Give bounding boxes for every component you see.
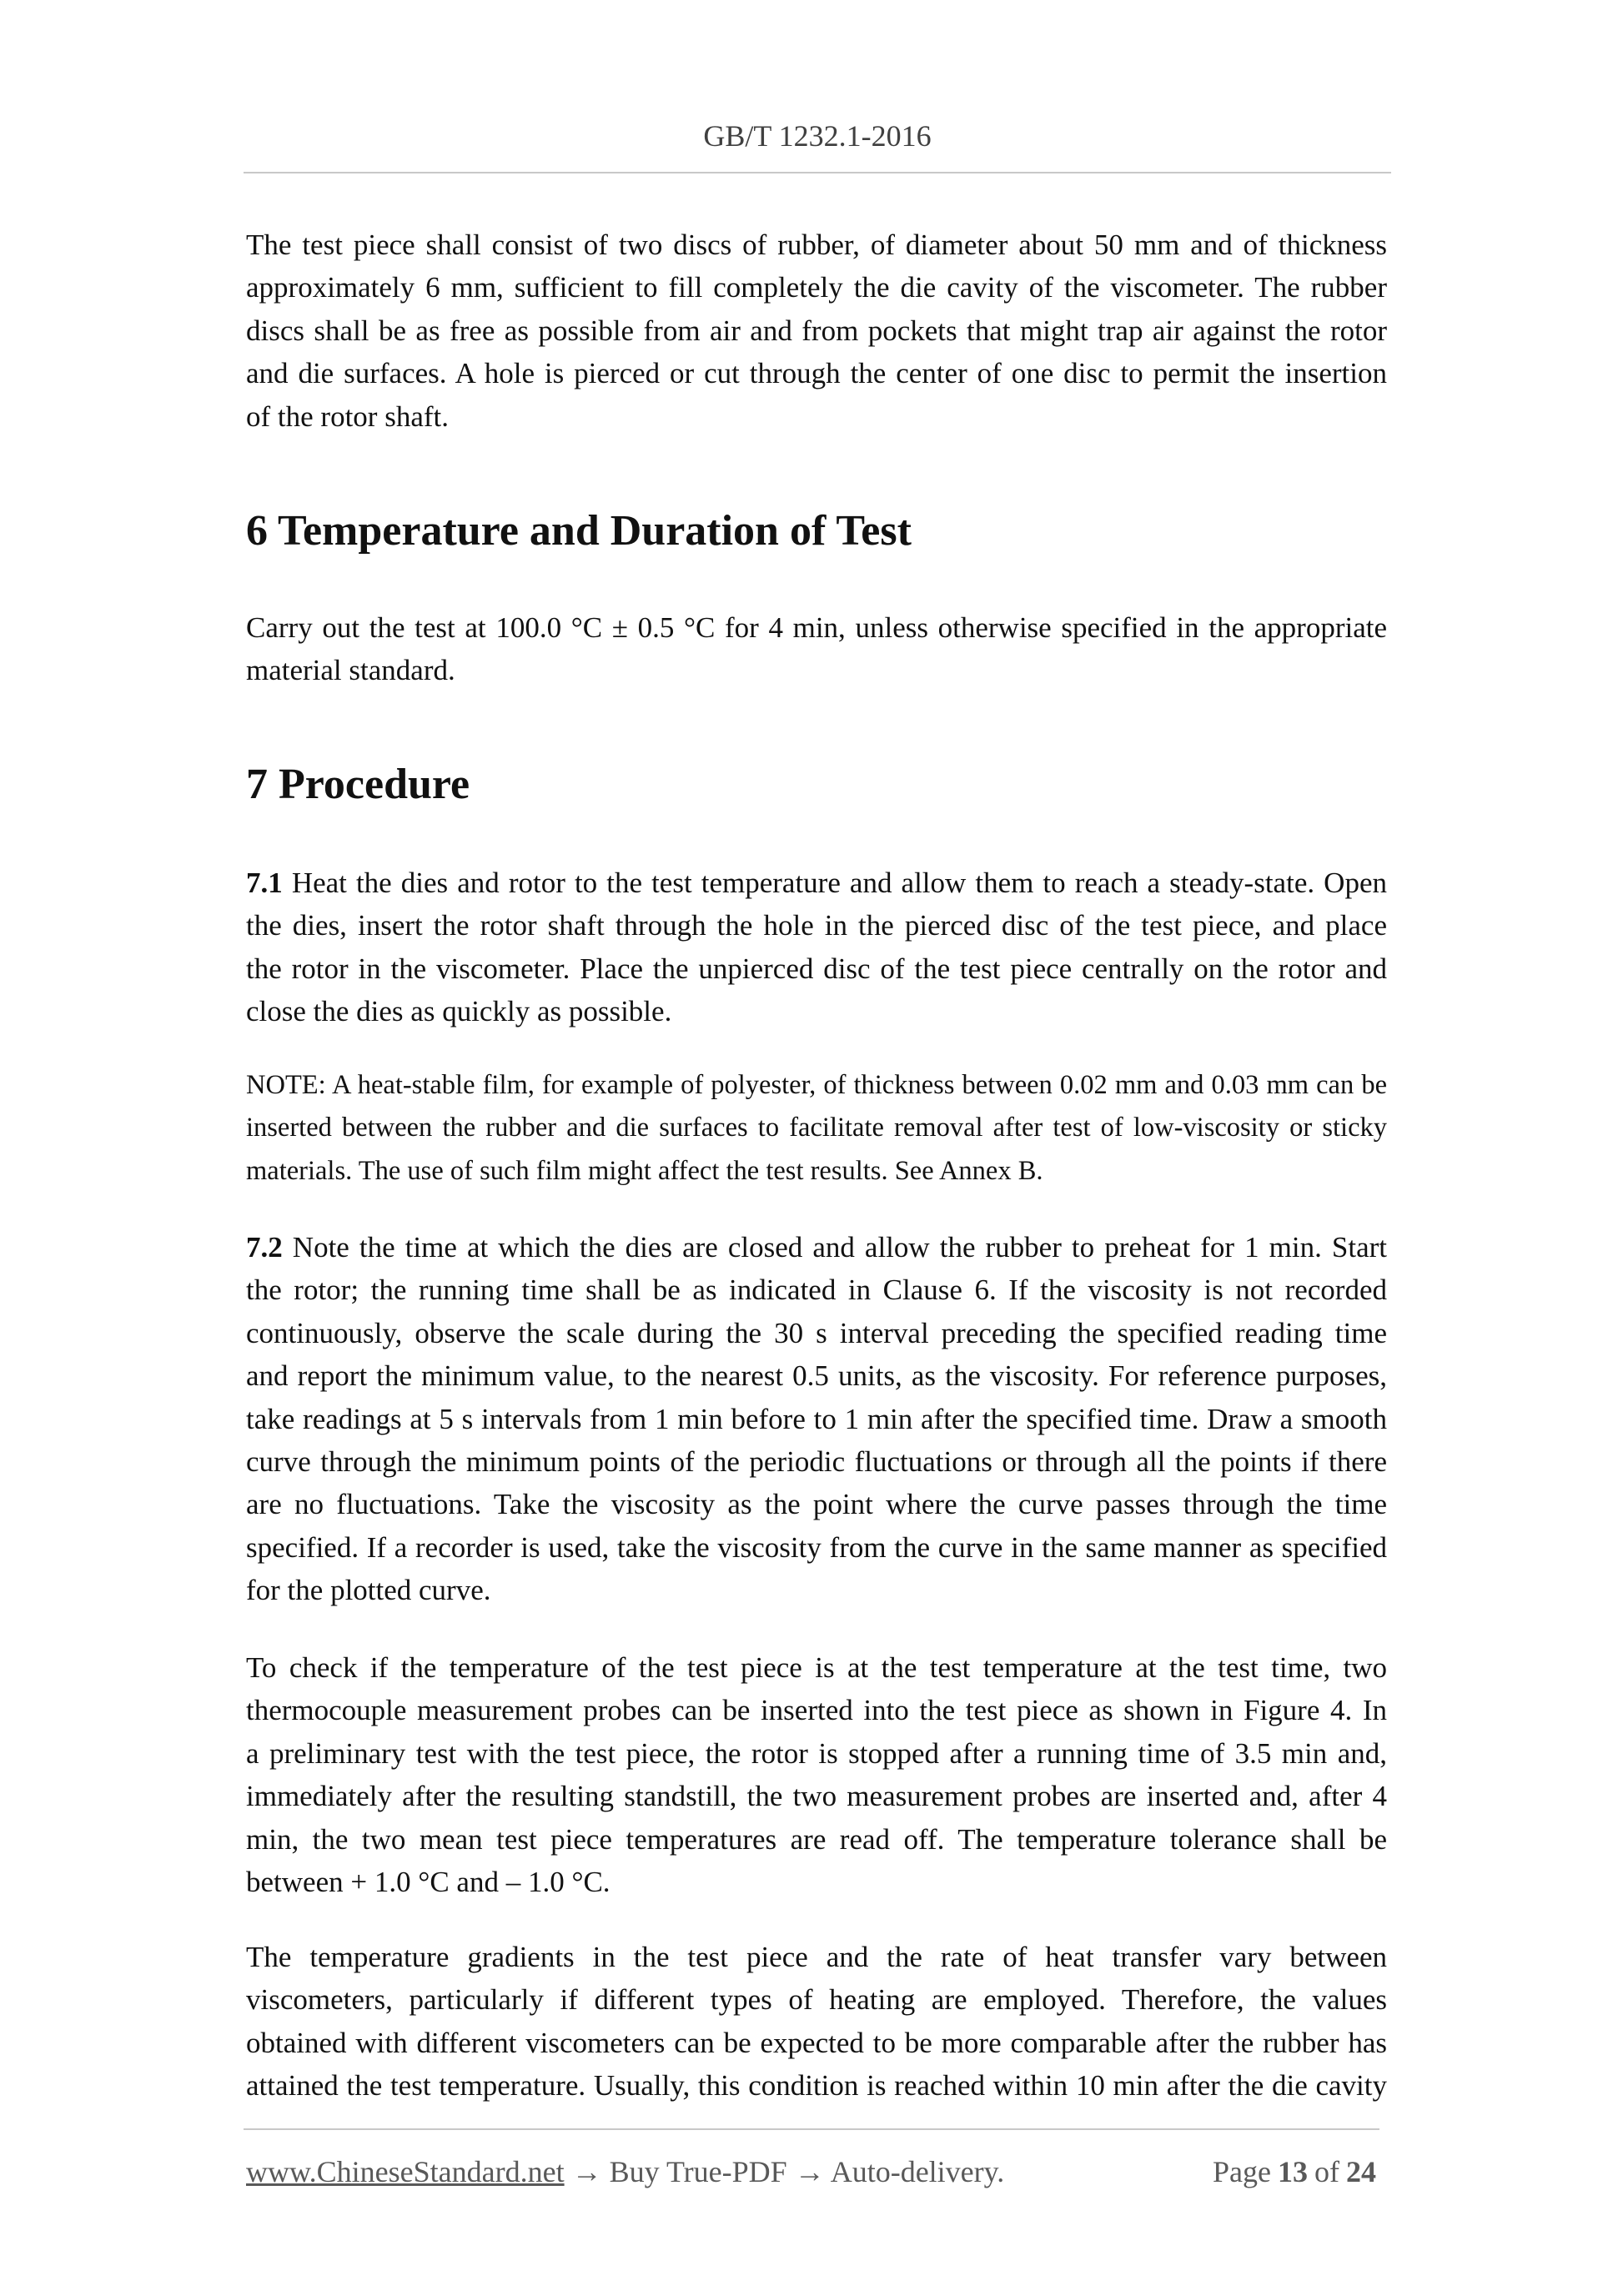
- text-line: the dies, insert the rotor shaft through the hole in the pierced disc of the test piece, and place: [246, 909, 1387, 942]
- page-current: 13: [1278, 2155, 1308, 2188]
- text-line: and die surfaces. A hole is pierced or cut through the center of one disc to permit the insertion: [246, 357, 1387, 390]
- text-line: for the plotted curve.: [246, 1574, 491, 1607]
- text-line: are no fluctuations. Take the viscosity as the point where the curve passes through the time: [246, 1488, 1387, 1521]
- arrow-icon: →: [794, 2155, 825, 2188]
- section-6-heading: 6 Temperature and Duration of Test: [246, 507, 912, 555]
- website-link[interactable]: www.ChineseStandard.net: [246, 2155, 565, 2188]
- clause-7-1-paragraph: [246, 862, 1387, 1033]
- text-line: 7.2 Note the time at which the dies are closed and allow the rubber to preheat for 1 min. Start: [246, 1231, 1387, 1264]
- text-line: a preliminary test with the test piece, the rotor is stopped after a running time of 3.5 min and,: [246, 1736, 1387, 1770]
- footer-promo: [246, 2153, 1004, 2190]
- auto-delivery-text: Auto-delivery.: [830, 2155, 1005, 2188]
- page-number: [1213, 2153, 1376, 2190]
- text-line: take readings at 5 s intervals from 1 min before to 1 min after the specified time. Draw a smooth: [246, 1402, 1387, 1435]
- text-line: attained the test temperature. Usually, this condition is reached within 10 min after the die cavity: [246, 2069, 1387, 2103]
- text-line: viscometers, particularly if different types of heating are employed. Therefore, the values: [246, 1983, 1387, 2017]
- text-line: of the rotor shaft.: [246, 399, 449, 433]
- text-line: To check if the temperature of the test piece is at the test temperature at the test time, two: [246, 1651, 1387, 1684]
- text-line: min, the two mean test piece temperatures are read off. The temperature tolerance shall be: [246, 1822, 1387, 1856]
- text-line: immediately after the resulting standstill, the two measurement probes are inserted and, after 4: [246, 1780, 1387, 1813]
- text-line: obtained with different viscometers can be expected to be more comparable after the rubber has: [246, 2026, 1387, 2059]
- header-rule: [244, 172, 1391, 173]
- text-line: thermocouple measurement probes can be inserted into the test piece as shown in Figure 4. In: [246, 1694, 1387, 1727]
- temperature-check-paragraph: [246, 1646, 1387, 1903]
- buy-pdf-text: Buy True-PDF: [609, 2155, 787, 2188]
- text-line: inserted between the rubber and die surfaces to facilitate removal after test of low-viscosity or sticky: [246, 1113, 1387, 1143]
- temperature-gradients-paragraph: [246, 1936, 1387, 2108]
- running-header: GB/T 1232.1-2016: [703, 119, 932, 153]
- text-line: materials. The use of such film might affect the test results. See Annex B.: [246, 1155, 1043, 1186]
- text-line: continuously, observe the scale during the 30 s interval preceding the specified reading time: [246, 1316, 1387, 1349]
- page-label: Page: [1213, 2155, 1271, 2188]
- page-of-label: of: [1314, 2155, 1339, 2188]
- section-7-heading: 7 Procedure: [246, 761, 470, 808]
- test-conditions-paragraph: [246, 606, 1387, 692]
- text-line: curve through the minimum points of the periodic fluctuations or through all the points if there: [246, 1444, 1387, 1478]
- text-line: between + 1.0 °C and – 1.0 °C.: [246, 1865, 611, 1898]
- text-line: specified. If a recorder is used, take the viscosity from the curve in the same manner as specified: [246, 1530, 1387, 1564]
- arrow-icon: →: [571, 2155, 602, 2188]
- text-line: 7.1 Heat the dies and rotor to the test temperature and allow them to reach a steady-state. Open: [246, 867, 1387, 899]
- footer-rule: [244, 2128, 1379, 2130]
- text-line: discs shall be as free as possible from air and from pockets that might trap air against the rotor: [246, 314, 1387, 347]
- clause-number: 7.2: [246, 1231, 283, 1264]
- text-line: the rotor in the viscometer. Place the unpierced disc of the test piece centrally on the rotor and: [246, 952, 1387, 985]
- page-total: 24: [1346, 2155, 1376, 2188]
- text-line: The test piece shall consist of two discs of rubber, of diameter about 50 mm and of thickness: [246, 229, 1387, 261]
- note-paragraph: [246, 1064, 1387, 1193]
- clause-7-2-paragraph: [246, 1226, 1387, 1612]
- test-piece-paragraph: [246, 224, 1387, 438]
- text-line: the rotor; the running time shall be as indicated in Clause 6. If the viscosity is not recorded: [246, 1274, 1387, 1307]
- text-line: material standard.: [246, 654, 455, 687]
- text-line: NOTE: A heat-stable film, for example of polyester, of thickness between 0.02 mm and 0.03 mm can be: [246, 1070, 1387, 1100]
- clause-number: 7.1: [246, 867, 283, 899]
- text-line: The temperature gradients in the test piece and the rate of heat transfer vary between: [246, 1941, 1387, 1973]
- text-line: close the dies as quickly as possible.: [246, 995, 672, 1028]
- text-line: approximately 6 mm, sufficient to fill completely the die cavity of the viscometer. The rubber: [246, 271, 1387, 304]
- text-line: and report the minimum value, to the nearest 0.5 units, as the viscosity. For reference purposes,: [246, 1359, 1387, 1393]
- text-line: Carry out the test at 100.0 °C ± 0.5 °C for 4 min, unless otherwise specified in the appropriate: [246, 611, 1387, 644]
